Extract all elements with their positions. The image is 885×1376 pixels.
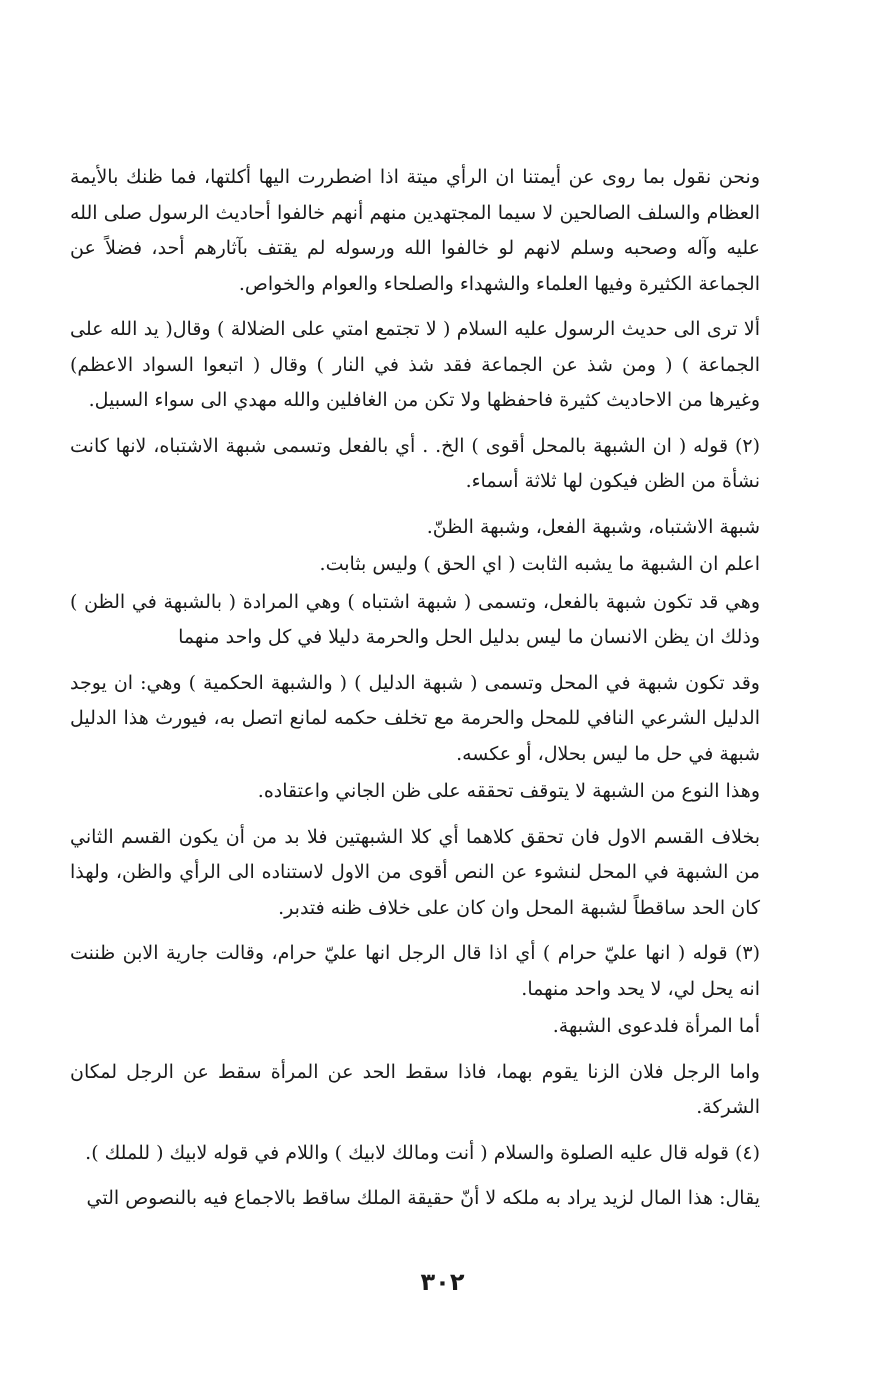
page-body [70, 160, 760, 1270]
footnote-2: (٢) قوله ( ان الشبهة بالمحل أقوى ) الخ. . أي بالفعل وتسمى شبهة الاشتباه، لانها كانت نشأة من الظن فيكون لها ثلاثة أسماء. [70, 434, 760, 492]
paragraph-2: ألا ترى الى حديث الرسول عليه السلام ( لا تجتمع امتي على الضلالة ) وقال( يد الله على الجماعة ) ( ومن شذ عن الجماعة فقد شذ في النار ) وقال ( اتبعوا السواد الاعظم) وغيرها من الاحاديث كثيرة فاحفظها ولا تكن من الغافلين والله مهدي الى سواء السبيل. [70, 318, 760, 411]
footnote-3: (٣) قوله ( انها عليّ حرام ) أي اذا قال الرجل انها عليّ حرام، وقالت جارية الابن ظننت انه يحل لي، لا يحد واحد منهما. [70, 942, 760, 1000]
paragraph-4: شبهة الاشتباه، وشبهة الفعل، وشبهة الظنّ. [426, 515, 760, 538]
footnote-4: (٤) قوله قال عليه الصلوة والسلام ( أنت ومالك لابيك ) واللام في قوله لابيك ( للملك ). [85, 1141, 760, 1164]
paragraph-7: وقد تكون شبهة في المحل وتسمى ( شبهة الدليل ) ( والشبهة الحكمية ) وهي: ان يوجد الدليل الشرعي النافي للمحل والحرمة مع تخلف حكمه لمانع اتصل به، فيورث هذا الدليل شبهة في حل ما ليس بحلال، أو عكسه. [70, 671, 760, 765]
page-number: ٣٠٢ [420, 1268, 465, 1296]
paragraph-8: وهذا النوع من الشبهة لا يتوقف تحققه على ظن الجاني واعتقاده. [257, 780, 760, 802]
paragraph-9: بخلاف القسم الاول فان تحقق كلاهما أي كلا الشبهتين فلا بد من أن يكون القسم الثاني من الشبهة في المحل لنشوء عن النص أقوى من الاول لاستناده الى الرأي والظن، ولهذا كان الحد ساقطاً لشبهة المحل وان كان على خلاف ظنه فتدبر. [70, 825, 760, 919]
paragraph-14: يقال: هذا المال لزيد يراد به ملكه لا أنّ حقيقة الملك ساقط بالاجماع فيه بالنصوص التي [86, 1187, 760, 1209]
paragraph-6: وهي قد تكون شبهة بالفعل، وتسمى ( شبهة اشتباه ) وهي المرادة ( بالشبهة في الظن ) وذلك ان يظن الانسان ما ليس بدليل الحل والحرمة دليلا في كل واحد منهما [70, 590, 760, 648]
paragraph-11: أما المرأة فلدعوى الشبهة. [552, 1015, 760, 1037]
paragraph-12: واما الرجل فلان الزنا يقوم بهما، فاذا سقط الحد عن المرأة سقط عن الرجل لمكان الشركة. [70, 1060, 760, 1118]
paragraph-1: ونحن نقول بما روى عن أيمتنا ان الرأي ميتة اذا اضطررت اليها أكلتها، فما ظنك بالأيمة العظام والسلف الصالحين لا سيما المجتهدين منهم أنهم خالفوا أحاديث الرسول صلى الله عليه وآله وصحبه وسلم لانهم لو خالفوا الله ورسوله لم يقتف بآثارهم أحد، فضلاً عن الجماعة الكثيرة وفيها العلماء والشهداء والصلحاء والعوام والخواص. [70, 166, 760, 295]
paragraph-5: اعلم ان الشبهة ما يشبه الثابت ( اي الحق ) وليس بثابت. [319, 553, 760, 575]
